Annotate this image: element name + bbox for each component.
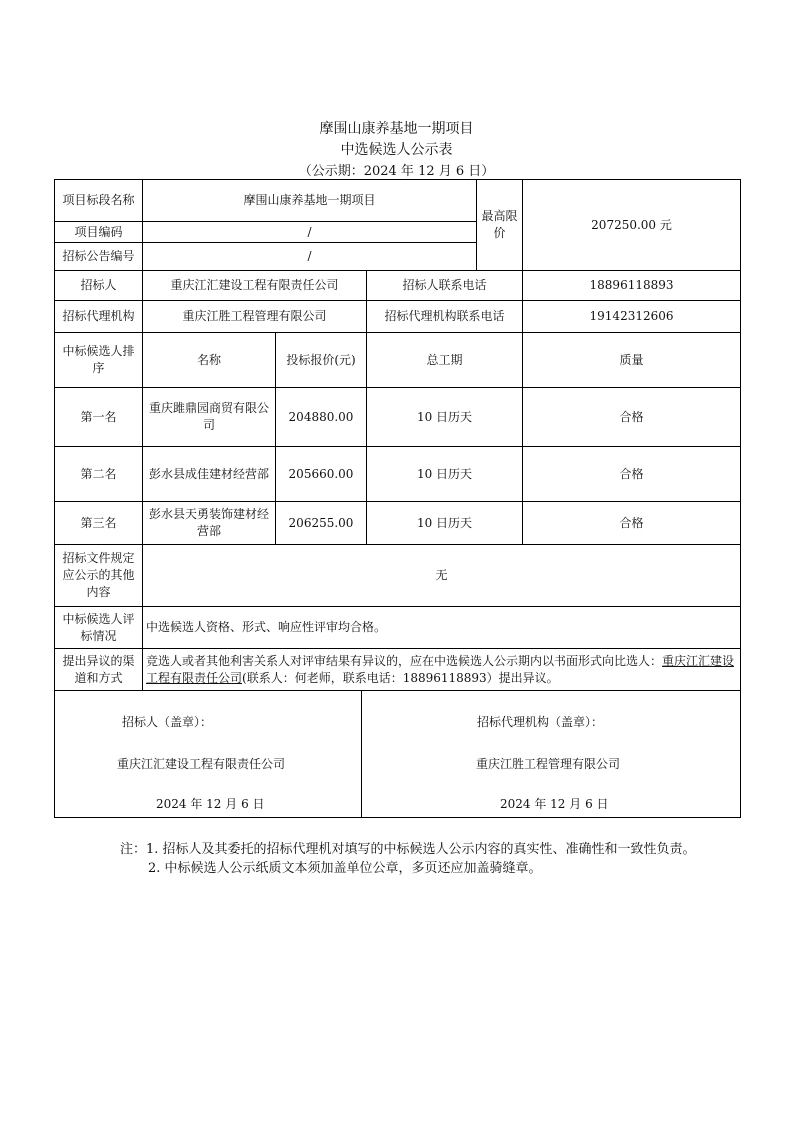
candidate-rank: 第二名 — [55, 447, 143, 502]
signature-right — [361, 691, 741, 817]
candidate-period: 10 日历天 — [367, 502, 523, 545]
candidate-price: 206255.00 — [276, 502, 367, 545]
header-rank: 中标候选人排序 — [55, 333, 143, 388]
max-price-value: 207250.00 元 — [523, 180, 741, 271]
tenderer-phone-label: 招标人联系电话 — [367, 271, 523, 301]
objection-text-b: (联系人：何老师，联系电话：18896118893）提出异议。 — [242, 670, 559, 685]
table-row — [55, 447, 741, 502]
candidate-name: 彭水县天勇装饰建材经营部 — [143, 502, 276, 545]
document-title: 摩围山康养基地一期项目 — [319, 121, 474, 137]
candidate-name: 重庆雎鼎园商贸有限公司 — [143, 388, 276, 447]
objection-text-a: 竞选人或者其他利害关系人对评审结果有异议的，应在中选候选人公示期内以书面形式向比选人： — [146, 653, 663, 668]
tenderer-seal-date: 2024 年 12 月 6 日 — [156, 797, 265, 811]
header-price: 投标报价(元) — [276, 333, 367, 388]
agency-seal-label: 招标代理机构（盖章）： — [477, 715, 604, 729]
notice-no-label: 招标公告编号 — [55, 243, 143, 271]
publicity-period: （公示期：2024 年 12 月 6 日） — [298, 164, 495, 179]
agency-seal-org: 重庆江胜工程管理有限公司 — [476, 757, 621, 771]
agency-label: 招标代理机构 — [55, 301, 143, 333]
tenderer-seal-label: 招标人（盖章）： — [122, 715, 213, 729]
candidate-quality: 合格 — [523, 388, 741, 447]
note-1: 注：1. 招标人及其委托的招标代理机对填写的中标候选人公示内容的真实性、准确性和一致性负责。 — [120, 842, 696, 857]
agency-seal-date: 2024 年 12 月 6 日 — [500, 797, 609, 811]
tenderer-label: 招标人 — [55, 271, 143, 301]
tenderer-seal-org: 重庆江汇建设工程有限责任公司 — [117, 757, 286, 771]
project-code-label: 项目编码 — [55, 222, 143, 243]
objection-contact-org: 重庆江汇建设工程有限责任公司 — [146, 653, 735, 685]
notes — [120, 840, 720, 878]
candidate-period: 10 日历天 — [367, 447, 523, 502]
review-value: 中选候选人资格、形式、响应性评审均合格。 — [143, 607, 741, 649]
candidate-name: 彭水县成佳建材经营部 — [143, 447, 276, 502]
max-price-label: 最高限价 — [477, 180, 523, 271]
notice-no-value: / — [143, 243, 477, 271]
table-row — [55, 502, 741, 545]
objection-label: 提出异议的渠道和方式 — [55, 649, 143, 691]
candidate-quality: 合格 — [523, 447, 741, 502]
tenderer-phone-value: 18896118893 — [523, 271, 741, 301]
candidate-quality: 合格 — [523, 502, 741, 545]
project-name-label: 项目标段名称 — [55, 180, 143, 222]
signature-left — [55, 691, 361, 817]
agency-phone-label: 招标代理机构联系电话 — [367, 301, 523, 333]
header-period: 总工期 — [367, 333, 523, 388]
document-subtitle: 中选候选人公示表 — [340, 142, 453, 158]
candidate-rank: 第三名 — [55, 502, 143, 545]
project-code-value: / — [143, 222, 477, 243]
header-quality: 质量 — [523, 333, 741, 388]
review-label: 中标候选人评标情况 — [55, 607, 143, 649]
objection-value — [143, 649, 741, 691]
agency-phone-value: 19142312606 — [523, 301, 741, 333]
candidate-rank: 第一名 — [55, 388, 143, 447]
tenderer-value: 重庆江汇建设工程有限责任公司 — [143, 271, 367, 301]
project-name-value: 摩围山康养基地一期项目 — [143, 180, 477, 222]
agency-value: 重庆江胜工程管理有限公司 — [143, 301, 367, 333]
header-name: 名称 — [143, 333, 276, 388]
other-content-label: 招标文件规定应公示的其他内容 — [55, 545, 143, 607]
candidate-price: 205660.00 — [276, 447, 367, 502]
note-2: 2. 中标候选人公示纸质文本须加盖单位公章，多页还应加盖骑缝章。 — [148, 861, 542, 876]
candidate-price: 204880.00 — [276, 388, 367, 447]
signature-block — [55, 691, 741, 818]
table-row — [55, 388, 741, 447]
other-content-value: 无 — [143, 545, 741, 607]
candidate-period: 10 日历天 — [367, 388, 523, 447]
candidate-publicity-table — [54, 179, 741, 818]
